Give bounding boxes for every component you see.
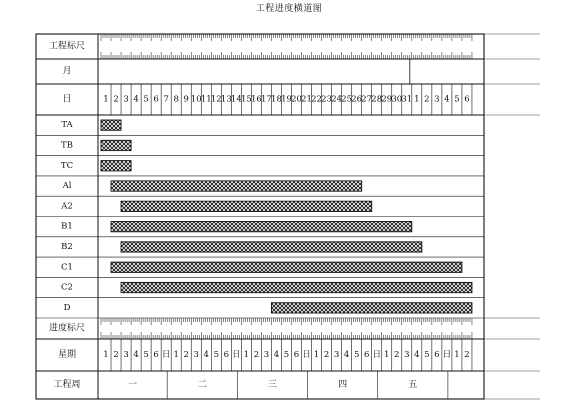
day-label: 15 — [240, 94, 252, 105]
task-label: B2 — [61, 241, 73, 252]
day-label: 23 — [321, 94, 332, 105]
day-label: 24 — [331, 94, 343, 105]
day-label: 17 — [261, 94, 272, 105]
weekday-label: 6 — [363, 350, 370, 360]
task-bar — [271, 303, 472, 313]
day-label: 5 — [143, 94, 149, 105]
day-label: 3 — [123, 94, 129, 105]
weekday-label: 1 — [454, 350, 460, 360]
weekday-label: 4 — [133, 350, 139, 360]
day-label: 2 — [113, 94, 119, 105]
day-label: 9 — [183, 94, 189, 105]
week-label: 五 — [408, 380, 418, 390]
weekday-label: 5 — [213, 350, 220, 360]
weekday-label: 1 — [243, 350, 250, 360]
day-label: 21 — [301, 94, 312, 105]
day-label: 29 — [381, 94, 393, 105]
day-label: 14 — [230, 94, 242, 105]
day-label: 19 — [281, 94, 292, 105]
day-label: 11 — [200, 94, 212, 105]
task-label: A2 — [61, 201, 73, 212]
task-bar — [121, 201, 372, 211]
day-label: 27 — [361, 94, 373, 105]
chart-title: 工程进度横道图 — [255, 4, 323, 14]
task-bar — [101, 161, 131, 171]
weekday-row-label: 星期 — [57, 350, 77, 360]
day-label: 26 — [351, 94, 363, 105]
day-label: 1 — [103, 94, 109, 105]
week-row-label: 工程周 — [53, 380, 81, 390]
day-label: 8 — [173, 94, 179, 105]
task-bar — [111, 262, 462, 272]
day-label: 2 — [424, 94, 430, 105]
task-label: C2 — [61, 282, 73, 293]
weekday-label: 6 — [434, 350, 440, 360]
scale-row-label: 工程标尺 — [48, 41, 86, 52]
task-bar — [101, 140, 131, 150]
weekday-label: 1 — [384, 350, 390, 360]
day-label: 13 — [220, 94, 232, 105]
weekday-label: 日 — [372, 350, 381, 360]
month-row-label: 月 — [62, 66, 72, 77]
day-label: 31 — [401, 94, 413, 105]
day-label: 5 — [454, 94, 460, 105]
weekday-label: 3 — [193, 350, 199, 360]
day-label: 6 — [464, 94, 470, 105]
weekday-label: 6 — [293, 350, 300, 360]
weekday-label: 日 — [442, 350, 452, 360]
task-bar — [121, 282, 472, 292]
task-label: D — [63, 302, 71, 313]
day-label: 16 — [250, 94, 262, 105]
weekday-label: 日 — [232, 350, 241, 360]
weekday-label: 1 — [173, 350, 179, 360]
task-label: TC — [60, 160, 74, 171]
weekday-label: 4 — [414, 350, 420, 360]
task-bar — [101, 120, 121, 130]
day-label: 25 — [341, 94, 353, 105]
day-label: 3 — [434, 94, 440, 105]
task-bar — [111, 222, 412, 232]
task-bar — [111, 181, 362, 191]
weekday-label: 1 — [103, 350, 109, 360]
weekday-label: 4 — [203, 350, 209, 360]
day-label: 4 — [133, 94, 139, 105]
weekday-label: 2 — [394, 350, 400, 360]
week-label: 三 — [267, 380, 277, 390]
weekday-label: 日 — [161, 350, 171, 360]
weekday-label: 2 — [113, 350, 119, 360]
weekday-label: 3 — [333, 350, 340, 360]
weekday-label: 2 — [253, 350, 260, 360]
task-label: B1 — [61, 221, 73, 232]
task-label: TB — [61, 140, 73, 151]
weekday-label: 5 — [424, 350, 430, 360]
week-label: 一 — [128, 380, 138, 390]
week-label: 四 — [338, 380, 348, 390]
task-label: Al — [62, 181, 72, 192]
weekday-label: 6 — [223, 350, 230, 360]
day-label: 1 — [414, 94, 420, 105]
weekday-label: 3 — [263, 350, 270, 360]
day-label: 22 — [311, 94, 322, 105]
weekday-label: 3 — [404, 350, 410, 360]
weekday-label: 2 — [464, 350, 470, 360]
day-label: 28 — [371, 94, 383, 105]
day-label: 4 — [444, 94, 450, 105]
progress-row-label: 进度标尺 — [48, 323, 86, 334]
weekday-label: 2 — [183, 350, 189, 360]
weekday-label: 5 — [353, 350, 360, 360]
day-label: 12 — [210, 94, 222, 105]
weekday-label: 6 — [153, 350, 159, 360]
weekday-label: 5 — [143, 350, 149, 360]
week-label: 二 — [197, 380, 207, 390]
day-label: 18 — [271, 94, 282, 105]
day-label: 7 — [163, 94, 169, 105]
weekday-label: 2 — [323, 350, 330, 360]
weekday-label: 5 — [283, 350, 290, 360]
task-bar — [121, 242, 422, 252]
task-label: C1 — [61, 262, 73, 273]
weekday-label: 1 — [313, 350, 320, 360]
weekday-label: 3 — [123, 350, 129, 360]
day-row-label: 日 — [62, 94, 72, 105]
weekday-label: 4 — [273, 350, 280, 360]
weekday-label: 4 — [343, 350, 350, 360]
day-label: 10 — [190, 94, 202, 105]
task-label: TA — [61, 120, 73, 131]
day-label: 6 — [153, 94, 159, 105]
day-label: 30 — [391, 94, 403, 105]
day-label: 20 — [291, 94, 302, 105]
weekday-label: 日 — [302, 350, 311, 360]
